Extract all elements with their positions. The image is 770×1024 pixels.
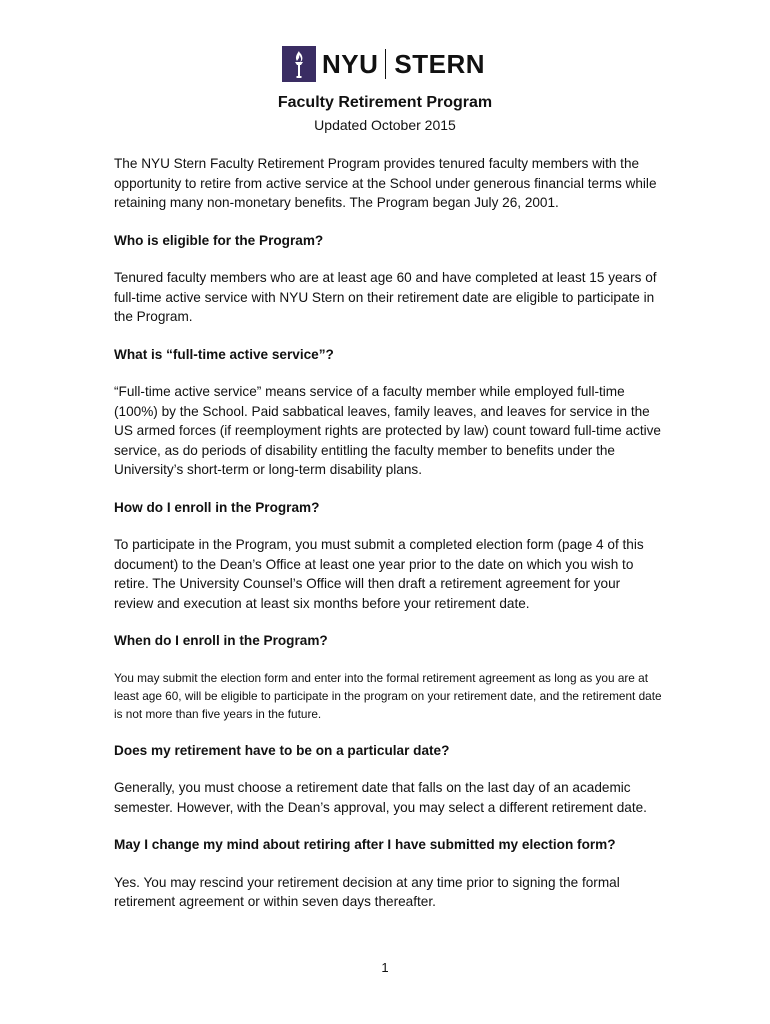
section-heading: When do I enroll in the Program? <box>114 633 328 648</box>
section-heading: What is “full-time active service”? <box>114 346 334 362</box>
section-body: Yes. You may rescind your retirement decision at any time prior to signing the formal retirement agreement or within seven days thereafter. <box>114 874 620 909</box>
section-heading: Does my retirement have to be on a particular date? <box>114 742 450 758</box>
intro-paragraph: The NYU Stern Faculty Retirement Program provides tenured faculty members with the opportunity to retire from active service at the School under generous financial terms while retaining many non-monetary benefits. The Program began July 26, 2001. <box>114 156 657 210</box>
document-subtitle: Updated October 2015 <box>314 117 456 133</box>
document-title: Faculty Retirement Program <box>277 94 493 111</box>
section-body: “Full-time active service” means service of a faculty member while employed full-time (100%) by the School. Paid sabbatical leaves, family leaves, and leaves for service in the US armed forces (if reemployment rights are protected by law) count toward full-time active service, as do periods of disability entitling the faculty member to benefits under the University’s short-term or long-term disability plans. <box>114 384 661 477</box>
section-body: Generally, you must choose a retirement date that falls on the last day of an academic semester. However, with the Dean’s approval, you may select a different retirement date. <box>114 780 647 815</box>
nyu-stern-logo <box>282 46 485 82</box>
section-body: To participate in the Program, you must submit a completed election form (page 4 of this document) to the Dean’s Office at least one year prior to the date on which you wish to retire. The University Counsel’s Office will then draft a retirement agreement for your review and execution at least six months before your retirement date. <box>114 537 644 611</box>
section-body: Tenured faculty members who are at least age 60 and have completed at least 15 years of full-time active service with NYU Stern on their retirement date are eligible to participate in the Program. <box>114 270 657 324</box>
logo-nyu-text: NYU <box>322 49 379 79</box>
section-heading: May I change my mind about retiring after I have submitted my election form? <box>114 837 616 852</box>
torch-icon <box>282 46 316 82</box>
section-heading: How do I enroll in the Program? <box>114 499 320 515</box>
logo-divider <box>385 49 386 79</box>
section-body: You may submit the election form and enter into the formal retirement agreement as long as you are at least age 60, will be eligible to participate in the program on your retirement date, and the retirement date is not more than five years in the future. <box>114 670 662 721</box>
page-number: 1 <box>381 960 389 975</box>
section-heading: Who is eligible for the Program? <box>114 232 324 248</box>
logo-stern-text: STERN <box>394 49 486 79</box>
document-body <box>114 154 662 912</box>
